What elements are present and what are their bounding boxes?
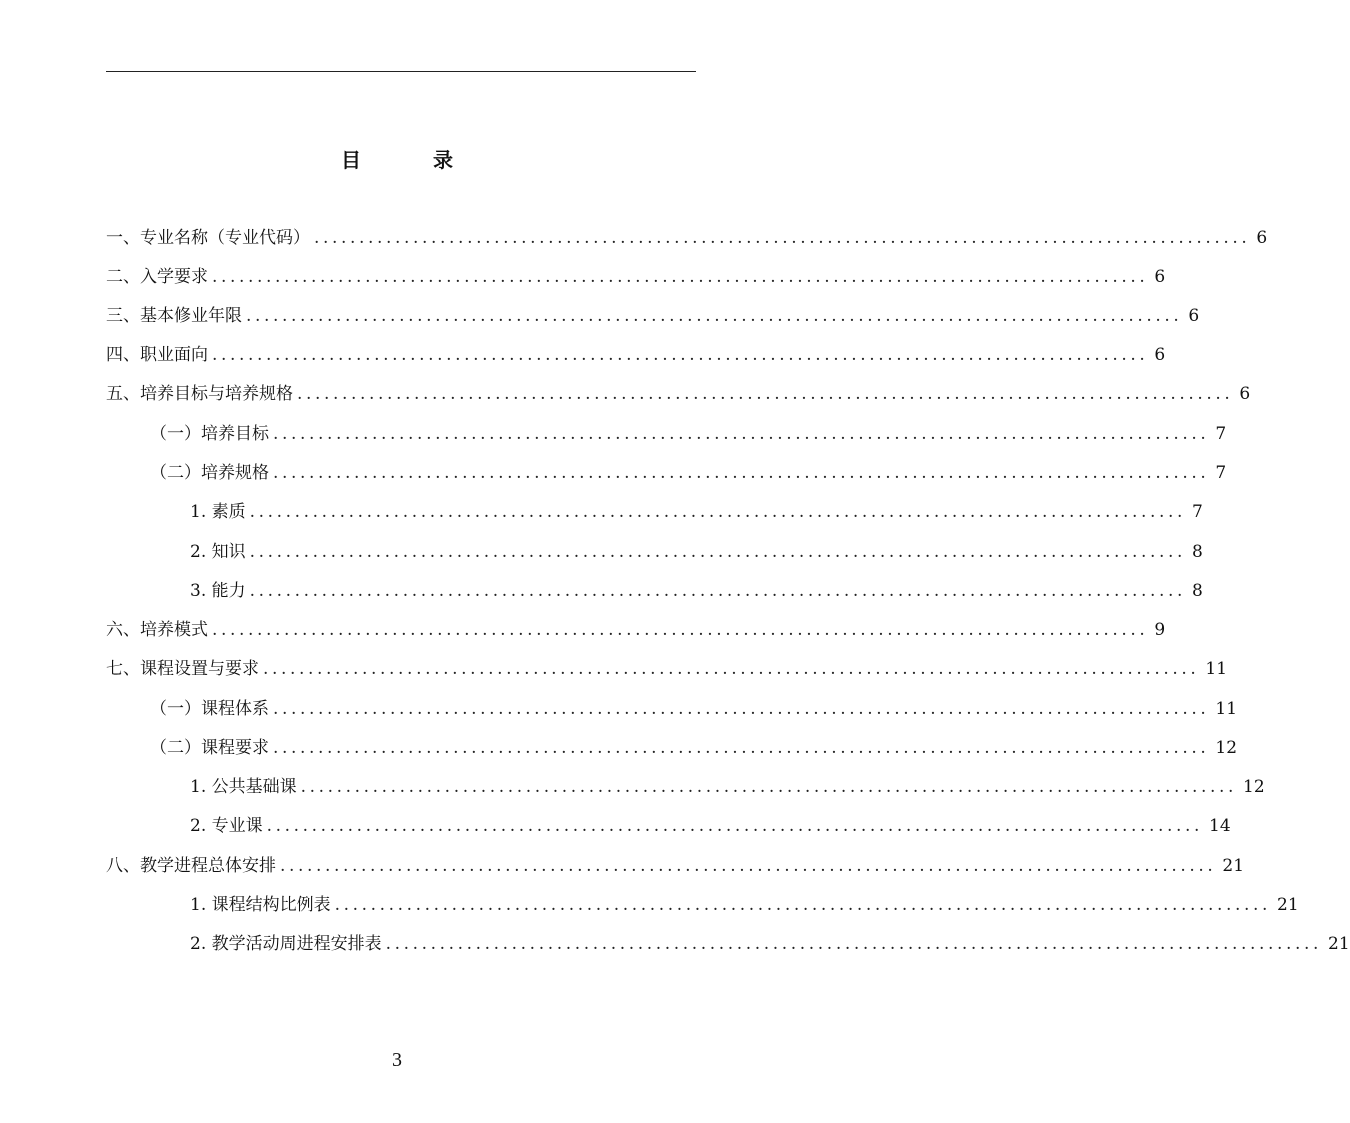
toc-entry[interactable] <box>106 657 1228 681</box>
toc-entry-label: 七、课程设置与要求 <box>106 659 259 679</box>
toc-leader-dots: ........................................................................................................ <box>249 581 1187 601</box>
toc-entry[interactable] <box>150 461 1227 485</box>
toc-entry[interactable] <box>106 854 1245 878</box>
toc-entry-page: 6 <box>1188 306 1200 326</box>
toc-entry-page: 8 <box>1192 542 1203 562</box>
toc-leader-dots: ........................................................................................................ <box>297 384 1234 404</box>
toc-entry-label: 二、入学要求 <box>106 267 208 287</box>
toc-entry[interactable] <box>150 697 1238 721</box>
toc-leader-dots: ........................................................................................................ <box>212 267 1149 287</box>
toc-entry-label: （二）课程要求 <box>150 738 269 758</box>
toc-entry[interactable] <box>106 304 1200 328</box>
toc-entry[interactable] <box>106 226 1268 250</box>
toc-entry-page: 9 <box>1154 620 1166 640</box>
toc-entry[interactable] <box>190 814 1231 838</box>
toc-leader-dots: ........................................................................................................ <box>314 228 1251 248</box>
toc-entry-page: 6 <box>1256 228 1268 248</box>
toc-entry[interactable] <box>190 500 1203 524</box>
toc-leader-dots: ........................................................................................................ <box>280 856 1217 876</box>
toc-entry-page: 21 <box>1277 895 1299 915</box>
toc-leader-dots: ........................................................................................................ <box>246 306 1183 326</box>
toc-entry-label: （一）课程体系 <box>150 699 269 719</box>
toc-entry[interactable] <box>190 893 1299 917</box>
toc-leader-dots: ........................................................................................................ <box>300 777 1238 797</box>
toc-leader-dots: ........................................................................................................ <box>273 738 1210 758</box>
toc-leader-dots: ........................................................................................................ <box>273 424 1210 444</box>
toc-entry[interactable] <box>106 343 1166 367</box>
toc-entry[interactable] <box>190 579 1203 603</box>
toc-leader-dots: ........................................................................................................ <box>249 542 1187 562</box>
toc-leader-dots: ........................................................................................................ <box>273 699 1210 719</box>
toc-entry-page: 11 <box>1215 699 1238 719</box>
toc-entry-label: 三、基本修业年限 <box>106 306 242 326</box>
toc-entry-page: 7 <box>1215 463 1227 483</box>
toc-entry-page: 6 <box>1239 384 1251 404</box>
toc-entry[interactable] <box>190 540 1203 564</box>
toc-title: 目 录 <box>341 148 479 172</box>
toc-entry-page: 12 <box>1243 777 1265 797</box>
toc-leader-dots: ........................................................................................................ <box>385 934 1323 954</box>
page-number: 3 <box>392 1049 402 1071</box>
toc-leader-dots: ........................................................................................................ <box>212 620 1149 640</box>
toc-entry[interactable] <box>106 265 1166 289</box>
toc-entry[interactable] <box>150 736 1238 760</box>
toc-entry-page: 11 <box>1205 659 1228 679</box>
toc-entry-page: 8 <box>1192 581 1203 601</box>
toc-entry-page: 14 <box>1209 816 1231 836</box>
toc-entry-label: 八、教学进程总体安排 <box>106 856 276 876</box>
toc-entry-page: 6 <box>1154 345 1166 365</box>
toc-entry[interactable] <box>190 932 1350 956</box>
toc-leader-dots: ........................................................................................................ <box>212 345 1149 365</box>
toc-entry-page: 7 <box>1192 502 1203 522</box>
toc-entry-page: 21 <box>1222 856 1245 876</box>
toc-entry[interactable] <box>150 422 1227 446</box>
toc-entry[interactable] <box>190 775 1265 799</box>
toc-entry-label: （二）培养规格 <box>150 463 269 483</box>
toc-leader-dots: ........................................................................................................ <box>334 895 1272 915</box>
toc-entry-label: 3. 能力 <box>190 581 246 601</box>
toc-entry[interactable] <box>106 618 1166 642</box>
toc-entry[interactable] <box>106 382 1251 406</box>
toc-leader-dots: ........................................................................................................ <box>273 463 1210 483</box>
toc-entry-label: 四、职业面向 <box>106 345 208 365</box>
toc-entry-page: 7 <box>1215 424 1227 444</box>
toc-entry-label: 1. 课程结构比例表 <box>190 895 331 915</box>
toc-entry-label: 1. 素质 <box>190 502 246 522</box>
toc-entry-label: 五、培养目标与培养规格 <box>106 384 293 404</box>
toc-entry-label: 2. 专业课 <box>190 816 263 836</box>
toc-entry-label: 一、专业名称（专业代码） <box>106 228 310 248</box>
toc-entry-label: 2. 教学活动周进程安排表 <box>190 934 382 954</box>
toc-leader-dots: ........................................................................................................ <box>266 816 1204 836</box>
toc-entry-page: 21 <box>1328 934 1350 954</box>
toc-leader-dots: ........................................................................................................ <box>249 502 1187 522</box>
toc-entry-label: （一）培养目标 <box>150 424 269 444</box>
toc-entry-label: 1. 公共基础课 <box>190 777 297 797</box>
toc-entry-page: 6 <box>1154 267 1166 287</box>
toc-entry-page: 12 <box>1215 738 1238 758</box>
toc-leader-dots: ........................................................................................................ <box>263 659 1200 679</box>
toc-entry-label: 2. 知识 <box>190 542 246 562</box>
toc-entry-label: 六、培养模式 <box>106 620 208 640</box>
